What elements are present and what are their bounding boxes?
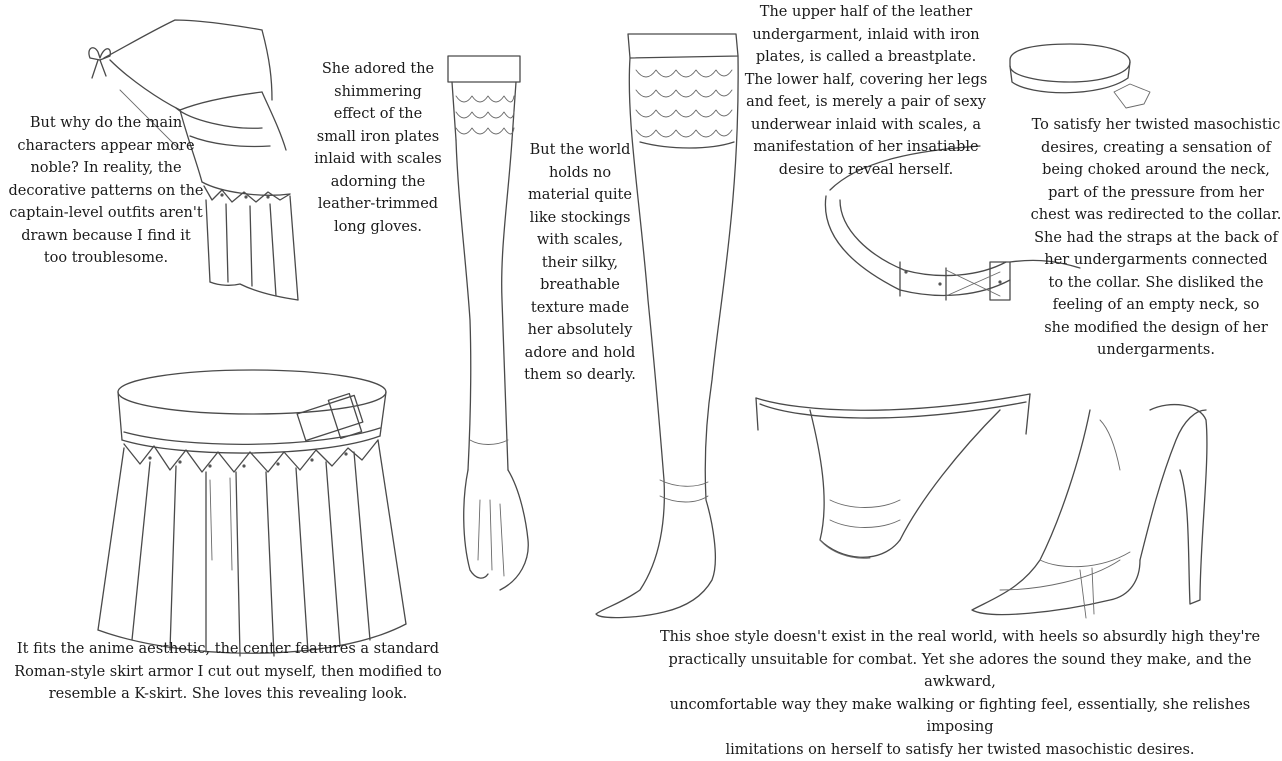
note-scale-stockings: But the world holds no material quite like stockings with scales, their silky, breathable texture made her absolutely adore and hold them so dearly. xyxy=(524,142,636,383)
high-heels-sketch xyxy=(972,405,1207,618)
long-glove-sketch xyxy=(448,56,528,590)
skirt-armor-sketch xyxy=(98,370,406,656)
note-breastplate: The upper half of the leather undergarment, inlaid with iron plates, is called a breastplate. The lower half, covering her legs and feet, is merely a pair of sexy underwear inlaid with scales, a manifestation of her insatiable desire to reveal herself. xyxy=(744,4,988,178)
note-high-heels: This shoe style doesn't exist in the real world, with heels so absurdly high they're practically unsuitable for combat. Yet she adores the sound they make, and the awkward, uncomfortable way they make walking or fighting feel, essentially, she relishes imposing limitations on herself to satisfy her twisted masochistic desires. xyxy=(659,629,1261,758)
note-main-characters: But why do the main characters appear more noble? In reality, the decorative patterns on the captain-level outfits aren't drawn because I find it too troublesome. xyxy=(8,115,204,266)
note-collar: To satisfy her twisted masochistic desires, creating a sensation of being choked around the neck, part of the pressure from her chest was redirected to the collar. She had the straps at the back of her undergarments connected to the collar. She disliked the feeling of an empty neck, so she modified the design of her undergarments. xyxy=(1030,117,1282,358)
underwear-sketch xyxy=(756,394,1030,558)
note-long-gloves: She adored the shimmering effect of the small iron plates inlaid with scales adorning the leather-trimmed long gloves. xyxy=(314,61,442,235)
note-skirt-armor: It fits the anime aesthetic, the center features a standard Roman-style skirt armor I cut out myself, then modified to resemble a K-skirt. She loves this revealing look. xyxy=(14,641,442,702)
